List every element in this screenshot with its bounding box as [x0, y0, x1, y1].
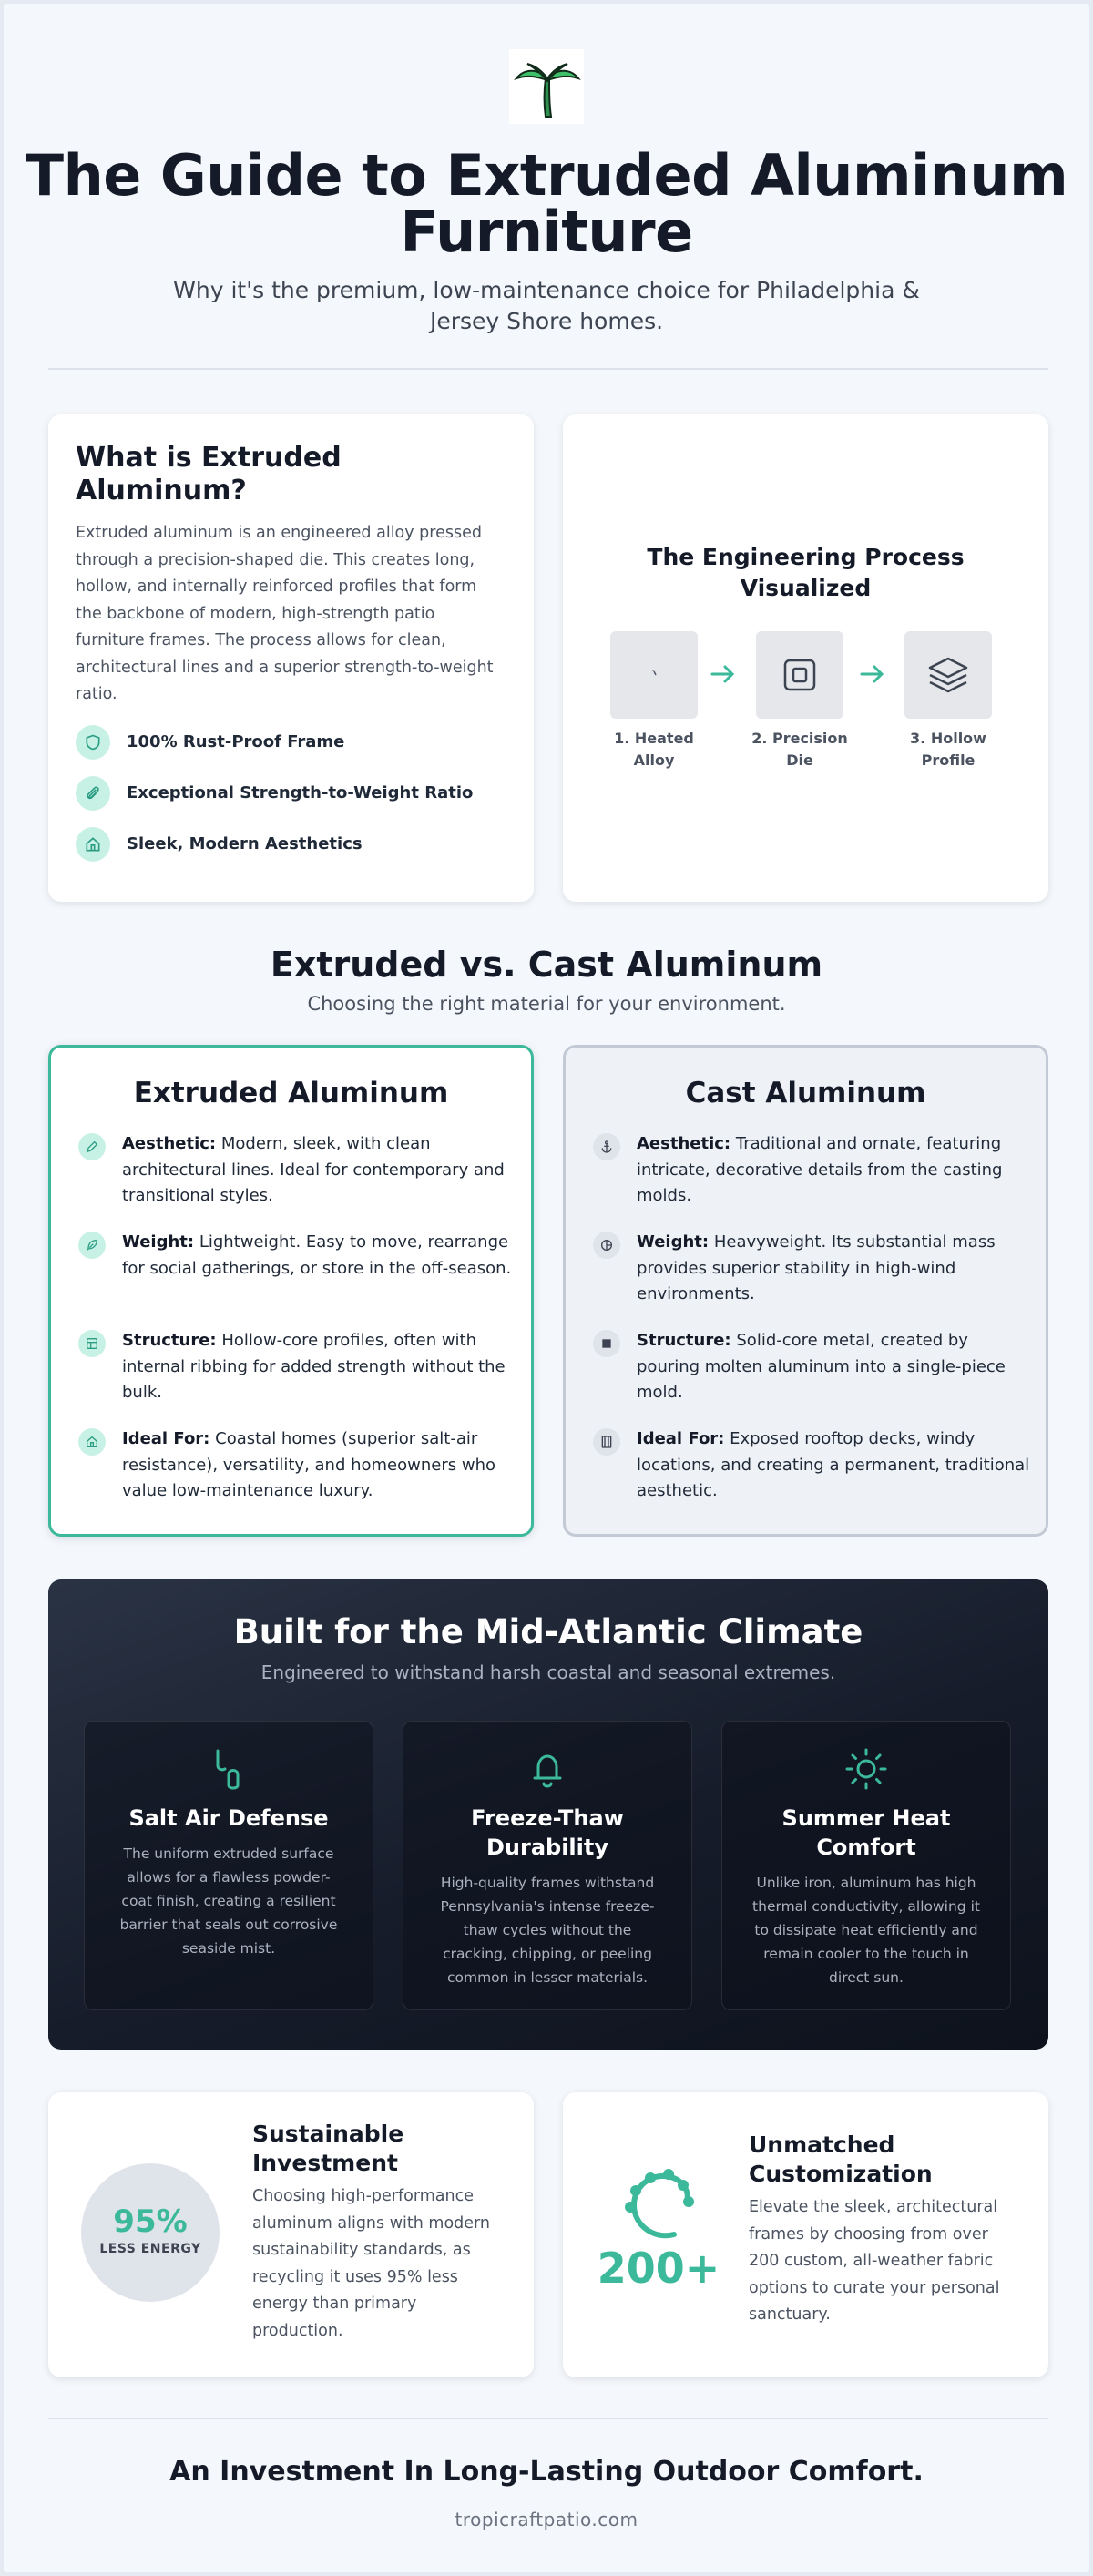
weight-icon [593, 1232, 620, 1259]
page-subtitle: Why it's the premium, low-maintenance choice for Philadelphia & Jersey Shore homes. [173, 277, 920, 334]
anchor-icon [593, 1133, 620, 1160]
layers-icon [904, 631, 992, 719]
custom-card [563, 2092, 1048, 2377]
climate-section [48, 1579, 1048, 2050]
comparison-title: Extruded vs. Cast Aluminum [270, 945, 823, 985]
feature-item [76, 725, 506, 760]
comparison-row [78, 1328, 516, 1406]
home-icon [76, 827, 110, 862]
home-icon [78, 1428, 106, 1456]
pencil-icon [78, 1133, 106, 1160]
climate-tile [84, 1721, 373, 2010]
stat-block [590, 2165, 727, 2293]
comparison-row [78, 1131, 516, 1210]
square-icon [593, 1330, 620, 1357]
row-key: Aesthetic: [122, 1134, 217, 1153]
row-text: Traditional and ornate, featuring intricate, decorative details from the casting molds. [637, 1134, 1003, 1205]
step-label: 3. Hollow Profile [910, 730, 986, 769]
row-key: Weight: [637, 1232, 710, 1252]
flame-icon [610, 631, 698, 719]
palette-icon [618, 2165, 700, 2247]
divider [48, 2418, 1048, 2419]
process-step [745, 631, 854, 772]
tile-title: Freeze-Thaw Durability [471, 1805, 624, 1860]
bell-icon [403, 1745, 691, 1793]
intro-card [48, 414, 534, 902]
feature-label: Exceptional Strength-to-Weight Ratio [127, 783, 474, 802]
row-key: Aesthetic: [637, 1134, 731, 1153]
comparison-subtitle: Choosing the right material for your environment. [307, 993, 786, 1015]
divider [48, 368, 1048, 370]
cast-title: Cast Aluminum [685, 1077, 926, 1109]
tile-title: Summer Heat Comfort [781, 1805, 951, 1860]
stat-unit: LESS ENERGY [99, 2242, 201, 2256]
tile-text: The uniform extruded surface allows for a flawless powder-coat finish, creating a resilient barrier that seals out corrosive seaside mist. [119, 1845, 338, 1957]
stat-title: Unmatched Customization [749, 2131, 933, 2187]
footer-url[interactable]: tropicraftpatio.com [455, 2509, 638, 2530]
arrow-right-icon [859, 662, 886, 686]
comparison-row [593, 1328, 1030, 1406]
row-text: Exposed rooftop decks, windy locations, and creating a permanent, traditional aesthetic. [637, 1429, 1030, 1500]
shield-icon [76, 725, 110, 760]
comparison-row [593, 1426, 1030, 1505]
paperclip-icon [76, 776, 110, 811]
tile-title: Salt Air Defense [128, 1805, 329, 1831]
infographic-page [4, 4, 1089, 2572]
row-text: Hollow-core profiles, often with internal ribbing for added strength without the bulk. [122, 1331, 506, 1402]
tile-text: Unlike iron, aluminum has high thermal conductivity, allowing it to dissipate heat efficiently and remain cooler to the touch in direct sun. [752, 1875, 980, 1986]
climate-tile [721, 1721, 1011, 2010]
arrow-right-icon [710, 662, 737, 686]
row-key: Ideal For: [122, 1429, 210, 1448]
comparison-row [78, 1426, 516, 1505]
stat-text: Choosing high-performance aluminum aligns with modern sustainability standards, as recycling it uses 95% less energy than primary production. [252, 2187, 491, 2340]
layout-icon [78, 1330, 106, 1357]
die-icon [756, 631, 843, 719]
stat-title: Sustainable Investment [252, 2121, 404, 2176]
salt-air-icon [85, 1745, 373, 1793]
row-key: Structure: [637, 1331, 731, 1350]
row-key: Structure: [122, 1331, 217, 1350]
process-title: The Engineering Process Visualized [647, 544, 965, 601]
sustain-card [48, 2092, 534, 2377]
feather-icon [78, 1232, 106, 1259]
process-card [563, 414, 1048, 902]
extruded-title: Extruded Aluminum [133, 1077, 449, 1109]
row-key: Weight: [122, 1232, 195, 1252]
feature-item [76, 776, 506, 811]
stat-text: Elevate the sleek, architectural frames by choosing from over 200 custom, all-weather fabric options to curate your personal sanctuary. [749, 2198, 1000, 2324]
extruded-card [48, 1045, 534, 1537]
climate-title: Built for the Mid-Atlantic Climate [233, 1612, 863, 1651]
step-label: 1. Heated Alloy [614, 730, 694, 769]
row-text: Modern, sleek, with clean architectural lines. Ideal for contemporary and transitional styles. [122, 1134, 505, 1205]
sun-icon [722, 1745, 1010, 1793]
frame-icon [593, 1428, 620, 1456]
process-step [894, 631, 1003, 772]
row-text: Coastal homes (superior salt-air resistance), versatility, and homeowners who value low-maintenance luxury. [122, 1429, 495, 1500]
row-text: Solid-core metal, created by pouring molten aluminum into a single-piece mold. [637, 1331, 1006, 1402]
feature-label: 100% Rust-Proof Frame [127, 732, 345, 751]
comparison-row [78, 1230, 516, 1282]
comparison-row [593, 1131, 1030, 1210]
row-text: Lightweight. Easy to move, rearrange for social gatherings, or store in the off-season. [122, 1232, 512, 1278]
climate-tile [403, 1721, 692, 2010]
step-label: 2. Precision Die [751, 730, 848, 769]
page-title: The Guide to Extruded Aluminum Furniture [25, 142, 1068, 265]
intro-body: Extruded aluminum is an engineered alloy pressed through a precision-shaped die. This creates long, hollow, and internally reinforced profiles that form the backbone of modern, high-strength patio furniture frames. The process allows for clean, architectural lines and a superior strength-to-weight ratio. [76, 524, 494, 703]
row-key: Ideal For: [637, 1429, 725, 1448]
tile-text: High-quality frames withstand Pennsylvania's intense freeze-thaw cycles without the cracking, chipping, or peeling common in lesser materials. [440, 1875, 655, 1986]
palm-tree-logo [509, 49, 584, 124]
stat-circle [81, 2163, 220, 2302]
climate-subtitle: Engineered to withstand harsh coastal and seasonal extremes. [260, 1661, 836, 1683]
intro-title: What is Extruded Aluminum? [76, 442, 342, 506]
stat-value: 95% [113, 2203, 188, 2240]
comparison-row [593, 1230, 1030, 1308]
feature-label: Sleek, Modern Aesthetics [127, 834, 363, 854]
row-text: Heavyweight. Its substantial mass provides superior stability in high-wind environments. [637, 1232, 996, 1303]
feature-item [76, 827, 506, 862]
stat-value: 200+ [597, 2244, 720, 2293]
footer-tagline: An Investment In Long-Lasting Outdoor Comfort. [169, 2456, 924, 2488]
process-step [599, 631, 709, 772]
cast-card [563, 1045, 1048, 1537]
